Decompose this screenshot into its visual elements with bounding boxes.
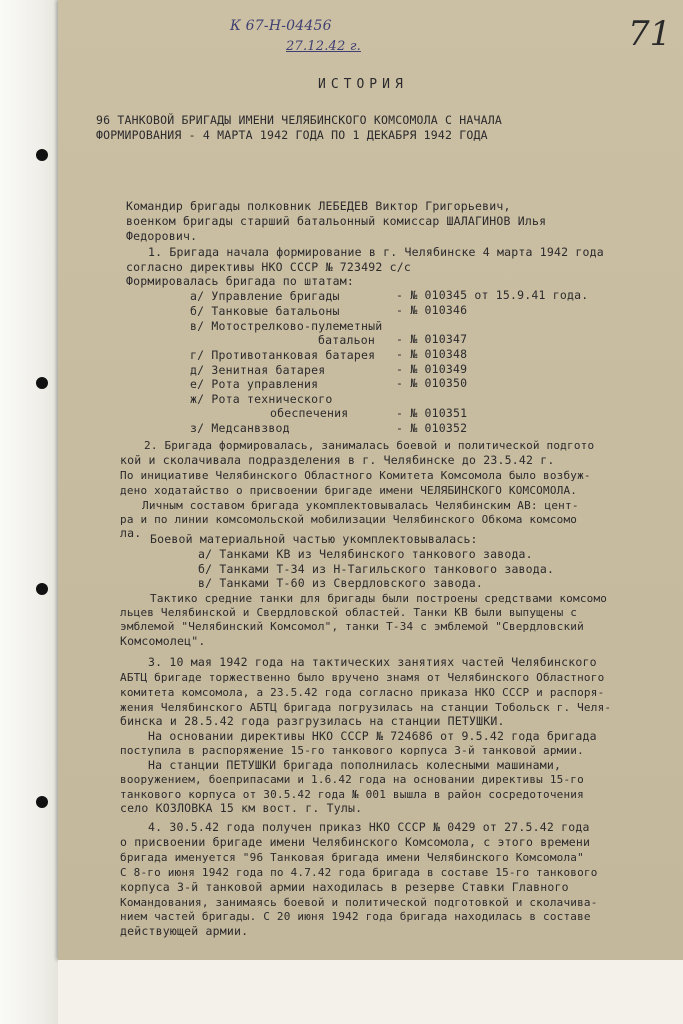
binder-hole [36, 377, 48, 389]
document-subtitle: 96 ТАНКОВОЙ БРИГАДЫ ИМЕНИ ЧЕЛЯБИНСКОГО КОМСОМОЛА С НАЧАЛА [96, 113, 503, 127]
list-item: а/ Управление бригады [190, 289, 340, 303]
text-line: ра и по линии комсомольской мобилизации Челябинского Обкома комсомо [120, 513, 578, 526]
list-item: б/ Танковые батальоны [190, 304, 340, 318]
page-background [58, 960, 683, 1024]
text-line: нием частей бригады. С 20 июня 1942 года бригада находилась в составе [120, 910, 591, 923]
list-item: е/ Рота управления [190, 377, 319, 391]
order-number: - № 010352 [396, 421, 468, 435]
list-item: г/ Противотанковая батарея [190, 348, 376, 362]
order-number: - № 010345 от 15.9.41 года. [396, 288, 589, 302]
text-line: кой и сколачивала подразделения в г. Челябинске до 23.5.42 г. [120, 453, 555, 467]
list-item: з/ Медсанвзвод [190, 421, 290, 435]
text-line: дено ходатайство о присвоении бригаде имени ЧЕЛЯБИНСКОГО КОМСОМОЛА. [120, 484, 578, 497]
binder-hole [36, 796, 48, 808]
document-subtitle: ФОРМИРОВАНИЯ - 4 МАРТА 1942 ГОДА ПО 1 ДЕКАБРЯ 1942 ГОДА [96, 128, 488, 142]
text-line: вооружением, боеприпасами и 1.6.42 года на основании директивы 15-го [120, 773, 584, 786]
text-line: Тактико средние танки для бригады были построены средствами комсомо [150, 592, 608, 605]
list-item: а/ Танками КВ из Челябинского танкового завода. [198, 547, 533, 561]
order-number: - № 010349 [396, 362, 468, 376]
text-line: корпуса 3-й танковой армии находилась в резерве Ставки Главного [120, 880, 569, 894]
text-line: эмблемой "Челябинский Комсомол", танки Т-34 с эмблемой "Свердловский [120, 620, 584, 633]
text-line: На основании директивы НКО СССР № 724686 от 9.5.42 года бригада [148, 729, 597, 743]
order-number: - № 010347 [396, 332, 468, 346]
text-line: На станции ПЕТУШКИ бригада пополнилась колесными машинами, [148, 758, 562, 772]
binder-hole [36, 583, 48, 595]
archive-date: 27.12.42 г. [286, 39, 361, 54]
list-item: в/ Мотострелково-пулеметный [190, 319, 383, 333]
text-line: По инициативе Челябинского Областного Комитета Комсомола было возбуж- [120, 469, 591, 482]
list-item: д/ Зенитная батарея [190, 363, 326, 377]
list-item: б/ Танками Т-34 из Н-Тагильского танкового завода. [198, 562, 555, 576]
text-line: Комсомолец". [120, 634, 206, 648]
order-number: - № 010350 [396, 376, 468, 390]
text-line: Личным составом бригада укомплектовывалась Челябинским АВ: цент- [142, 499, 579, 512]
text-line: ла. [120, 526, 142, 540]
page-number: 71 [628, 14, 672, 54]
archive-stamp: К 67-Н-04456 [230, 18, 332, 34]
text-line: 4. 30.5.42 года получен приказ НКО СССР № 0429 от 27.5.42 года [148, 820, 590, 834]
list-item: батальон [318, 333, 375, 347]
text-line: бригада именуется "96 Танковая бригада имени Челябинского Комсомола" [120, 851, 584, 864]
text-line: льцев Челябинской и Свердловской областей. Танки КВ были выпущены с [120, 606, 578, 619]
text-line: Боевой материальной частью укомплектовывалась: [150, 532, 478, 546]
text-line: Командования, занимаясь боевой и политической подготовкой и сколачива- [120, 896, 598, 909]
text-line: Формировалась бригада по штатам: [126, 274, 354, 288]
text-line: комитета комсомола, а 23.5.42 года согласно приказа НКО СССР и распоря- [120, 686, 605, 699]
text-line: село КОЗЛОВКА 15 км вост. г. Тулы. [120, 801, 363, 815]
text-line: действующей армии. [120, 924, 249, 938]
list-item: ж/ Рота технического [190, 392, 333, 406]
list-item: обеспечения [270, 406, 349, 420]
text-line: 1. Бригада начала формирование в г. Челябинске 4 марта 1942 года [148, 245, 604, 259]
order-number: - № 010351 [396, 406, 468, 420]
text-line: согласно директивы НКО СССР № 723492 с/с [126, 260, 411, 274]
order-number: - № 010346 [396, 303, 468, 317]
text-line: танкового корпуса от 30.5.42 года № 001 вышла в район сосредоточения [120, 788, 584, 801]
text-line: поступила в распоряжение 15-го танкового корпуса 3-й танковой армии. [120, 744, 584, 757]
document-title: ИСТОРИЯ [318, 77, 408, 92]
text-line: С 8-го июня 1942 года по 4.7.42 года бригада в составе 15-го танкового [120, 866, 598, 879]
text-line: жения Челябинского АБТЦ бригада погрузилась на станции Тобольск г. Челя- [120, 701, 612, 714]
text-line: Командир бригады полковник ЛЕБЕДЕВ Виктор Григорьевич, [126, 199, 511, 213]
order-number: - № 010348 [396, 347, 468, 361]
text-line: 3. 10 мая 1942 года на тактических занятиях частей Челябинского [148, 655, 597, 669]
binder-hole [36, 149, 48, 161]
list-item: в/ Танками Т-60 из Свердловского завода. [198, 576, 483, 590]
text-line: 2. Бригада формировалась, занималась боевой и политической подгото [144, 439, 595, 452]
text-line: АБТЦ бригаде торжественно было вручено знамя от Челябинского Областного [120, 671, 605, 684]
text-line: бинска и 28.5.42 года разгрузилась на станции ПЕТУШКИ. [120, 714, 505, 728]
text-line: военком бригады старший батальонный комиссар ШАЛАГИНОВ Илья [126, 214, 547, 228]
text-line: о присвоении бригаде имени Челябинского Комсомола, с этого времени [120, 835, 591, 849]
text-line: Федорович. [126, 229, 198, 243]
